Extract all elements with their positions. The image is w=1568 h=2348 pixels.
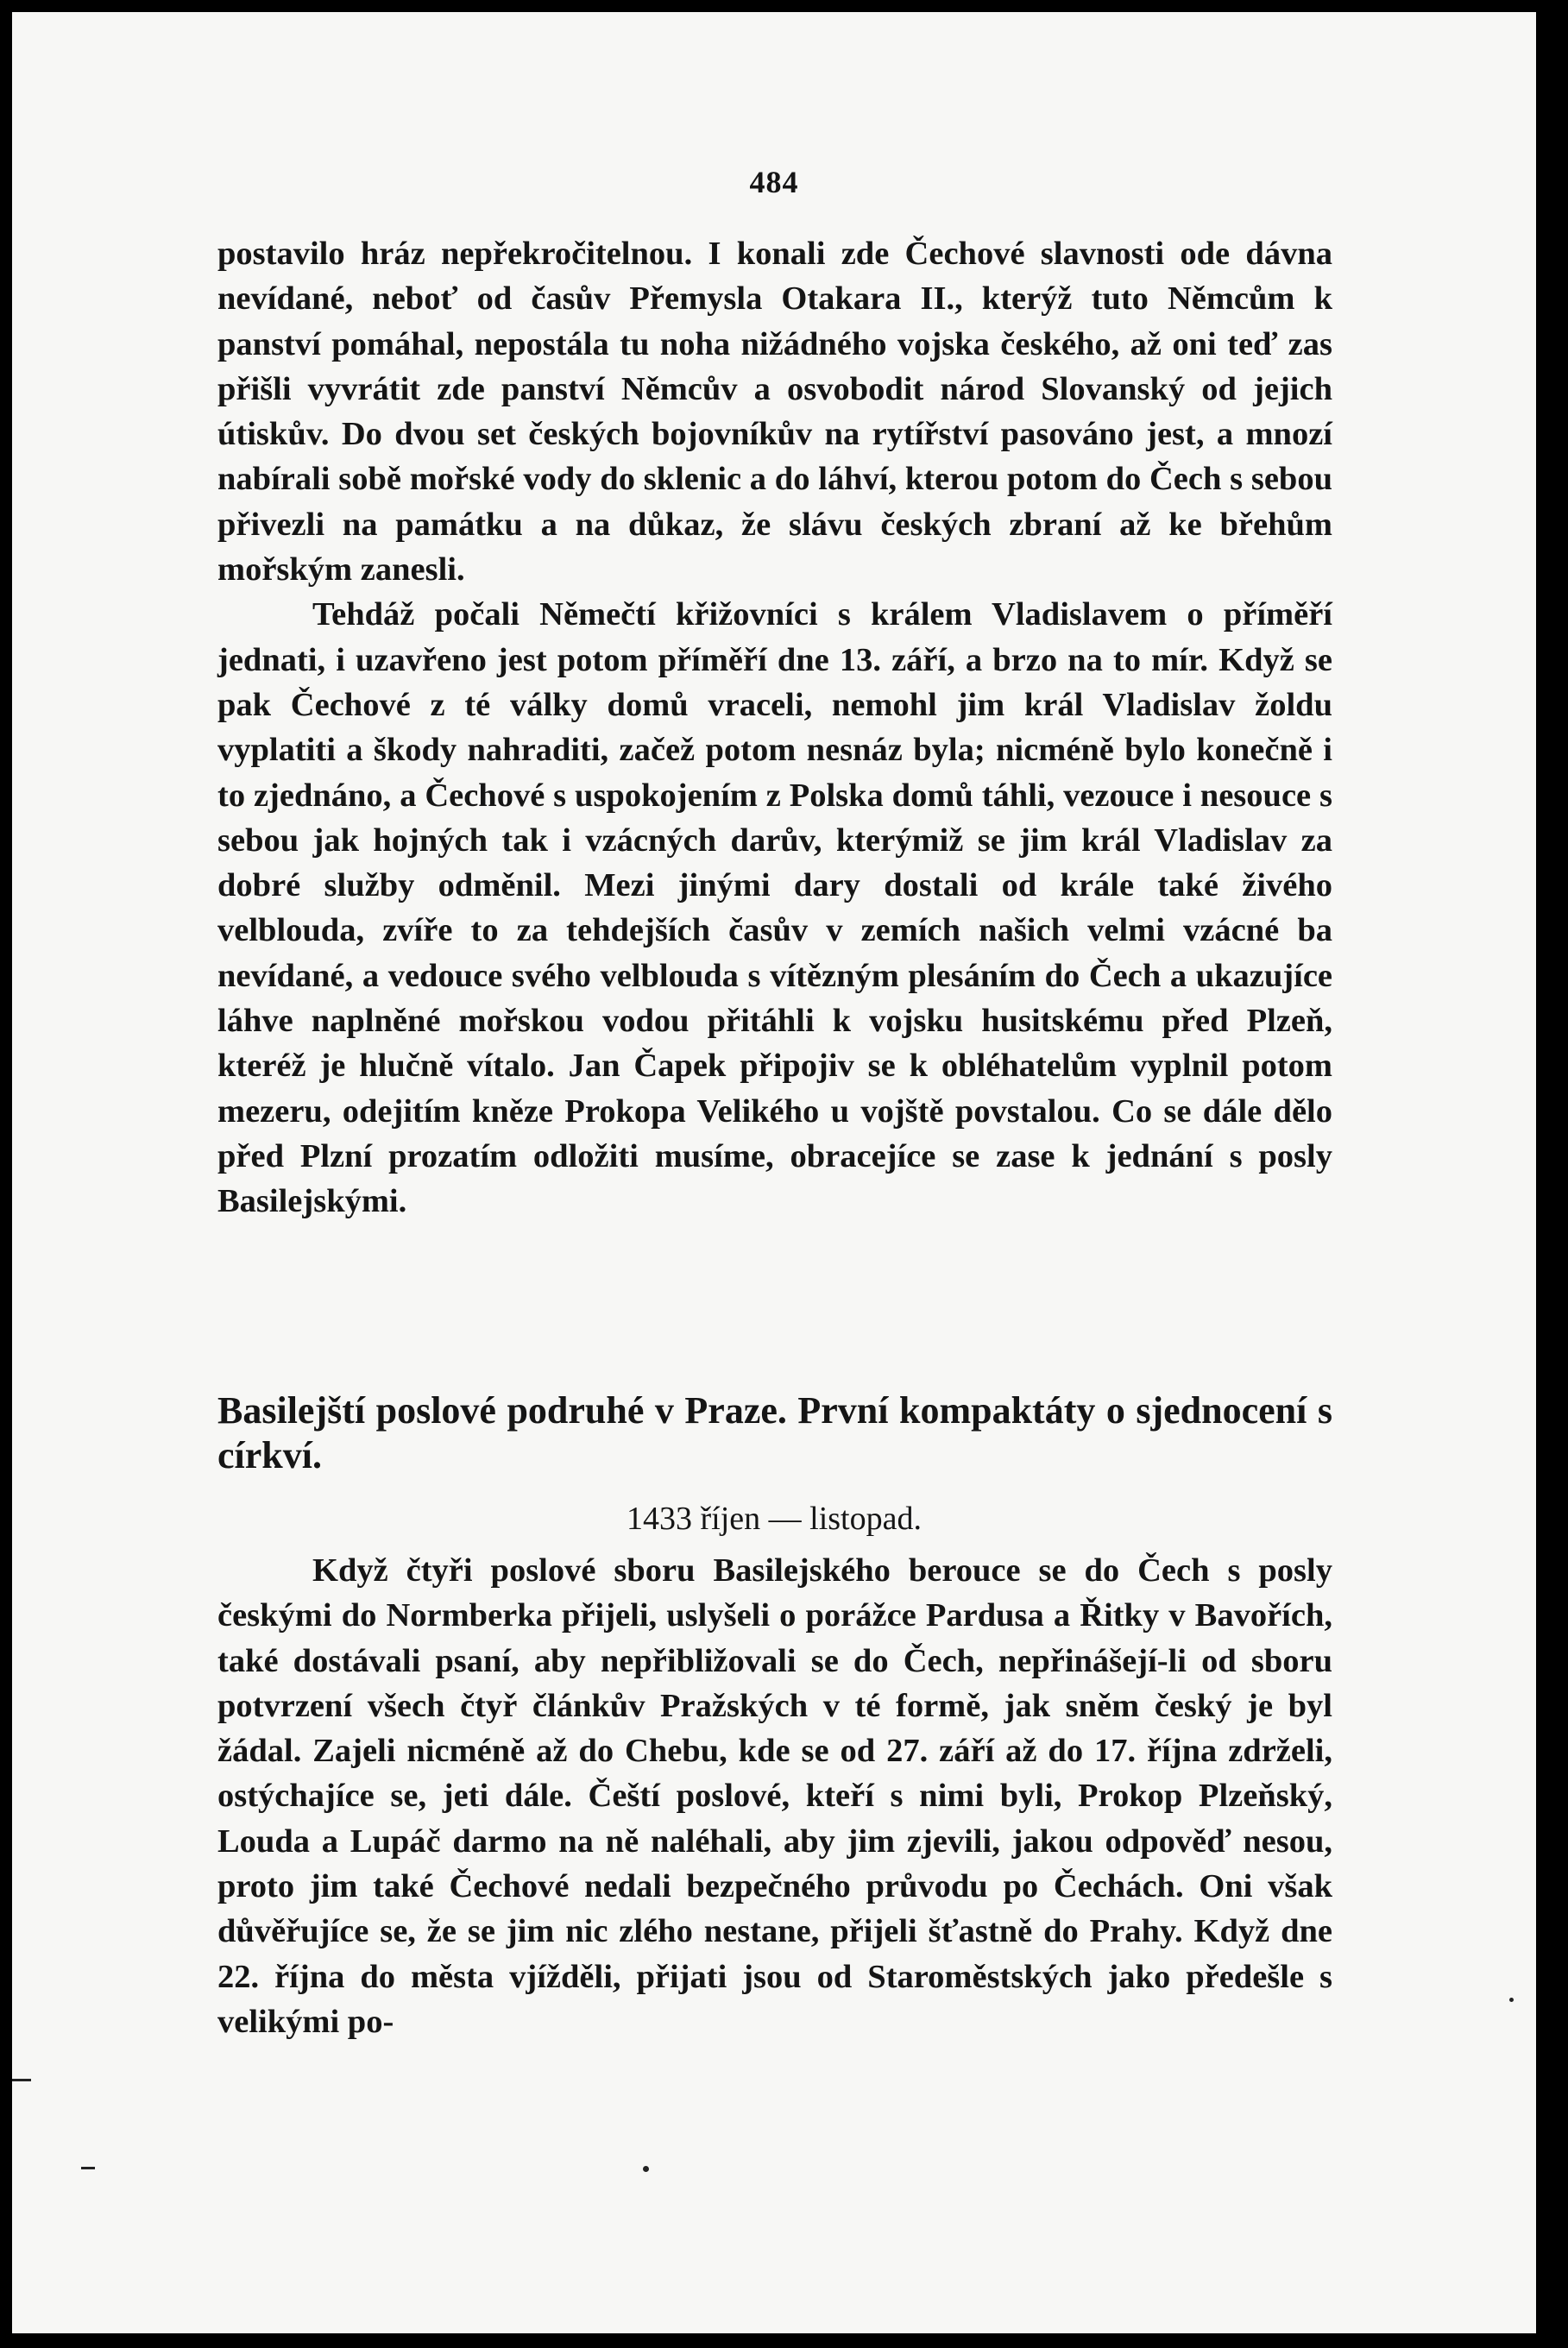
- scan-mark: [81, 2167, 95, 2169]
- page-number: 484: [749, 165, 799, 199]
- scan-speck: [643, 2166, 649, 2172]
- paragraph-continued: postavilo hráz nepřekročitelnou. I konali zde Čechové slavnosti ode dávna nevídané, neboť od časův Přemysla Otakara II., kterýž tuto Němcům k panství pomáhal, nepostála tu noha nižádného vojska českého, až oni teď zas přišli vyvrátit zde panství Němcův a osvobodit národ Slovanský od jejich útiskův. Do dvou set českých bojovníkův na rytířství pasováno jest, a mnozí nabírali sobě mořské vody do sklenic a do láhví, kterou potom do Čech s sebou přivezli na památku a na důkaz, že slávu českých zbraní až ke břehům mořským zanesli.: [217, 236, 1332, 589]
- scan-mark: [12, 2079, 31, 2081]
- section-heading: Basilejští poslové podruhé v Praze. První kompaktáty o sjednocení s církví.: [217, 1389, 1332, 1476]
- paragraph: Tehdáž počali Němečtí křižovníci s králem Vladislavem o příměří jednati, i uzavřeno jest potom příměří dne 13. září, a brzo na to mír. Když se pak Čechové z té války domů vraceli, nemohl jim král Vladislav žoldu vyplatiti a škody nahraditi, začež potom nesnáz byla; nicméně bylo konečně i to zjednáno, a Čechové s uspokojením z Polska domů táhli, vezouce i nesouce s sebou jak hojných tak i vzácných darův, kterýmiž se jim král Vladislav za dobré služby odměnil. Mezi jinými dary dostali od krále také živého velblouda, zvíře to za tehdejších časův v zemích našich velmi vzácné ba nevídané, a vedouce svého velblouda s vítězným plesáním do Čech a ukazujíce láhve naplněné mořskou vodou přitáhli k vojsku husitskému před Plzeň, kteréž je hlučně vítalo. Jan Čapek připojiv se k obléhatelům vyplnil potom mezeru, odejitím kněze Prokopa Velikého u vojště povstalou. Co se dále dělo před Plzní prozatím odložiti musíme, obracejíce se zase k jednání s posly Basilejskými.: [217, 596, 1332, 1220]
- section-date: 1433 říjen — listopad.: [627, 1501, 922, 1537]
- paragraph: Když čtyři poslové sboru Basilejského berouce se do Čech s posly českými do Normberka přijeli, uslyšeli o porážce Pardusa a Řitky v Bavořích, také dostávali psaní, aby nepřibližovali se do Čech, nepřinášejí-li od sboru potvrzení všech čtyř článkův Pražských v té formě, jak sněm český je byl žádal. Zajeli nicméně až do Chebu, kde se od 27. září až do 17. října zdrželi, ostýchajíce se, jeti dále. Čeští poslové, kteří s nimi byli, Prokop Plzeňský, Louda a Lupáč darmo na ně naléhali, aby jim zjevili, jakou odpověď nesou, proto jim také Čechové nedali bezpečného průvodu po Čechách. Oni však důvěřujíce se, že se jim nic zlého nestane, přijeli šťastně do Prahy. Když dne 22. října do města vjížděli, přijati jsou od Staroměstských jako předešle s velikými po-: [217, 1552, 1332, 2040]
- scan-speck: [1509, 1998, 1514, 2002]
- book-page: [12, 12, 1536, 2333]
- body-text-bottom: [217, 1548, 1332, 2044]
- body-text-top: [217, 231, 1332, 1224]
